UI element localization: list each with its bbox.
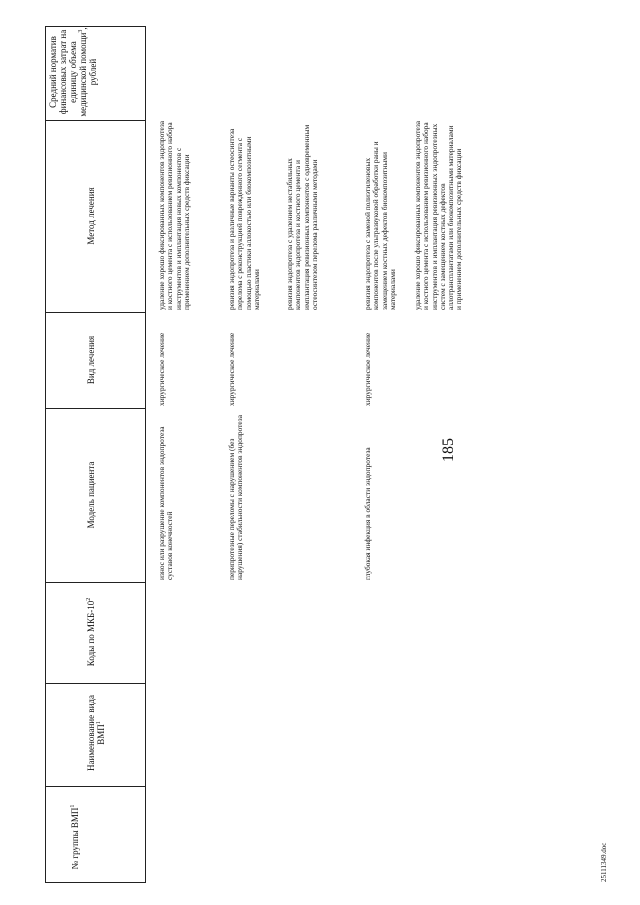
header-group-no: № группы ВМП$^1$ (70, 804, 80, 870)
header-vmp-name: Наименование вида ВМП$^1$ (86, 695, 106, 771)
row1-patient-model: износ или разрушение компонентов эндопротеза суставов конечностей (157, 426, 175, 580)
col-rule-1 (45, 786, 146, 787)
table-border-bottom (45, 882, 146, 883)
header-mkb-codes: Коды по МКБ-$10^2$ (86, 597, 96, 667)
row3-patient-model: глубокая инфекция в области эндопротеза (363, 447, 372, 580)
document-footer: 25111349.doc (600, 842, 608, 882)
row1-method: удаление хорошо фиксированных компонентов эндопротеза и костного цемента с использованием ревизионного набора инструментов и имплантация новых компонентов с применением дополнительных средств фиксации (157, 120, 191, 310)
row1-treatment-type: хирургическое лечение (157, 332, 166, 406)
header-treatment-type: Вид лечения (86, 335, 96, 385)
header-avg-cost: Средний норматив финансовых затрат на единицу объема медицинской помощи$^3$, рублей (48, 27, 98, 117)
table-border-left (45, 26, 46, 883)
header-treatment-method: Метод лечения (86, 187, 96, 245)
col-rule-5 (45, 312, 146, 313)
header-patient-model: Модель пациента (86, 461, 96, 529)
row2-method-2: ревизия эндопротеза с удалением нестабильных компонентов эндопротеза и костного цемента и имплантация ревизионных компонентов с одновременным остеосинтезом перелома различными методами (285, 124, 319, 310)
header-bottom-rule (145, 26, 146, 883)
row3-treatment-type: хирургическое лечение (363, 332, 372, 406)
col-rule-6 (45, 120, 146, 121)
col-rule-4 (45, 408, 146, 409)
page-number: 185 (440, 438, 457, 462)
row3-method-1: ревизия эндопротеза с заменой полиэтиленовых компонентов после ультразвуковой обработки раны и замещением костных дефектов биокомпозитными материалами (363, 141, 397, 310)
col-rule-3 (45, 582, 146, 583)
row2-treatment-type: хирургическое лечение (227, 332, 236, 406)
row2-method-1: ревизия эндопротеза и различные варианты остеосинтеза перелома с реконструкцией поврежденного сегмента с помощью пластики аллокостью или биокомпозитными материалами (227, 128, 261, 310)
row3-method-2: удаление хорошо фиксированных компонентов эндопротеза и костного цемента с использованием ревизионного набора инструментов и имплантация ревизионных эндопротезных систем с замещением костных дефектов аллотрансплантатами или биокомпозитными материалами и применением дополнительных средств фиксации (413, 120, 464, 310)
row2-patient-model: перипротезные переломы с нарушением (без нарушения) стабильности компонентов эндопротеза (227, 414, 245, 580)
